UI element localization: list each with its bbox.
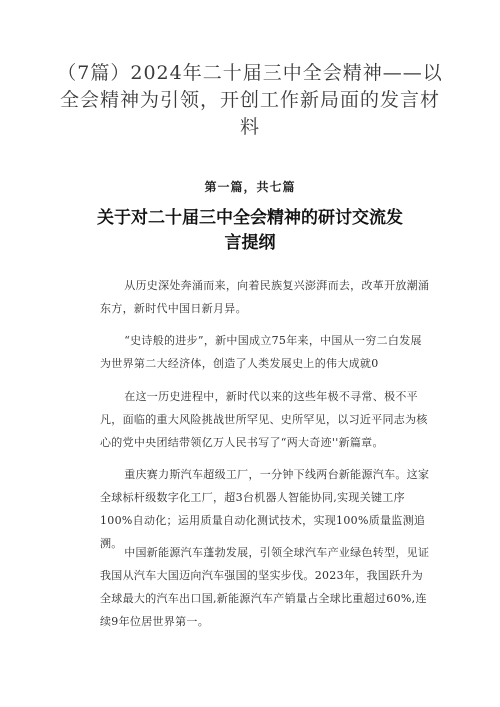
paragraph: 在这一历史进程中，新时代以来的这些年极不寻常、极不平凡，面临的重大风险挑战世所罕见、史所罕见，以习近平同志为核心的党中央团结带领亿万人民书写了“两大奇迹''新篇章。 <box>100 390 428 449</box>
section-title: 关于对二十届三中全会精神的研讨交流发言提纲 <box>97 208 403 253</box>
section-label: 第一篇，共七篇 <box>204 180 296 194</box>
paragraph: 从历史深处奔涌而来，向着民族复兴澎湃而去，改革开放潮涌东方，新时代中国日新月异。 <box>100 279 430 315</box>
paragraph: 中国新能源汽车蓬勃发展，引领全球汽车产业绿色转型，见证我国从汽车大国迈向汽车强国的坚实步伐。2023年，我国跃升为全球最大的汽车出口国,新能源汽车产销量占全球比重超过60%,连续9年位居世界第一。 <box>100 546 430 628</box>
paragraph: “史诗般的进步”，新中国成立75年来，中国从一穷二白发展为世界第二大经济体，创造了人类发展史上的伟大成就0 <box>100 334 422 370</box>
document-title: （7篇）2024年二十届三中全会精神——以全会精神为引领，开创工作新局面的发言材料 <box>57 62 443 138</box>
paragraph: 重庆赛力斯汽车超级工厂，一分钟下线两台新能源汽车。这家全球标杆级数字化工厂，超3台机器人智能协同,实现关键工序100%自动化；运用质量自动化测试技术，实现100%质量监测追溯。 <box>100 468 430 550</box>
